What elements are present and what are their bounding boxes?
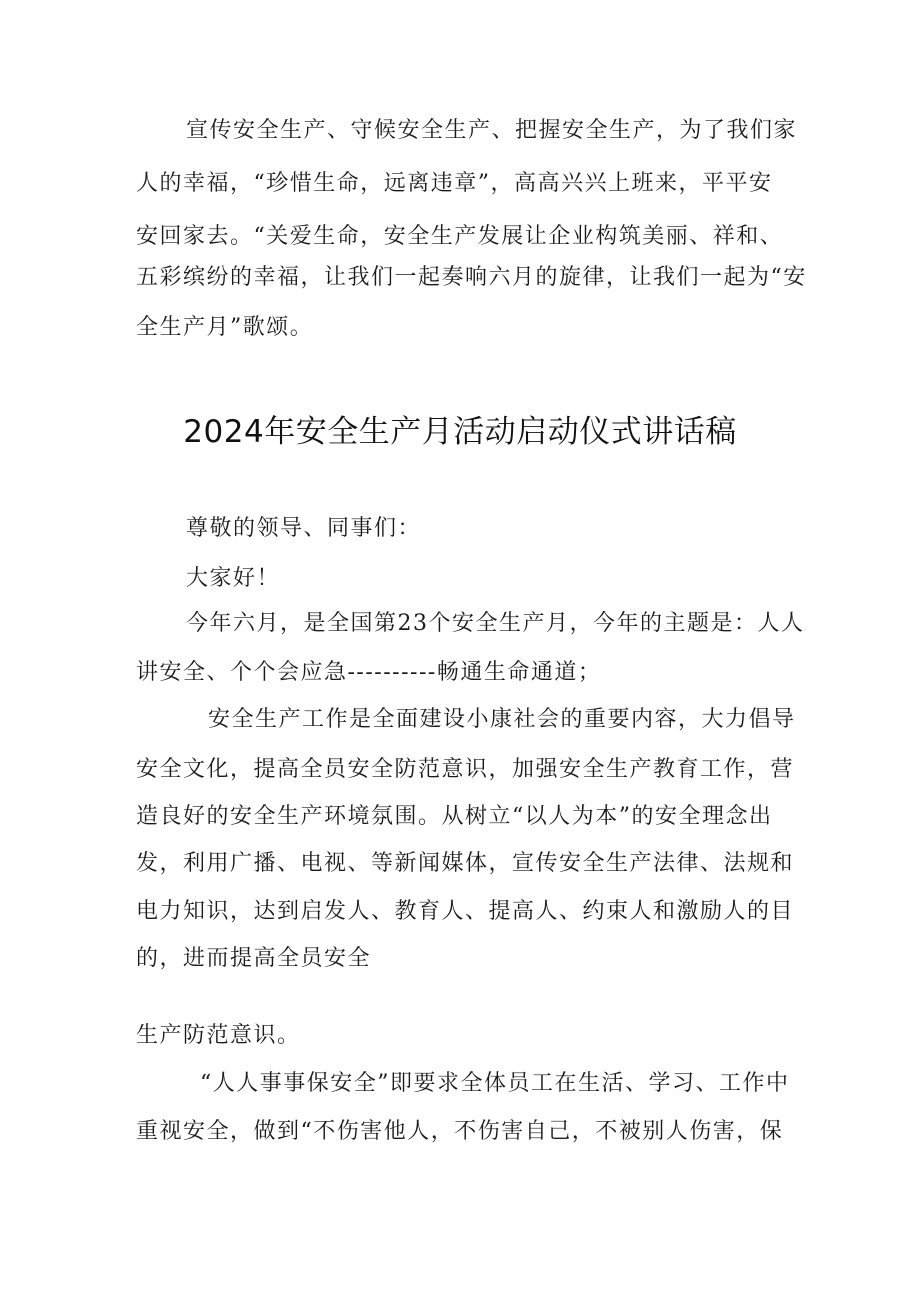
salutation: 尊敬的领导、同事们：	[186, 516, 422, 541]
intro-line: 宣传安全生产、守候安全生产、把握安全生产，为了我们家	[186, 118, 798, 143]
paragraph-line: 安全文化，提高全员安全防范意识，加强安全生产教育工作，营	[136, 757, 795, 782]
paragraph-line: 发，利用广播、电视、等新闻媒体，宣传安全生产法律、法规和	[136, 851, 795, 876]
intro-line: 五彩缤纷的幸福，让我们一起奏响六月的旋律，让我们一起为“安	[136, 265, 807, 290]
paragraph-line: 讲安全、个个会应急----------畅通生命通道；	[136, 660, 602, 685]
intro-line: 安回家去。“关爱生命，安全生产发展让企业构筑美丽、祥和、	[136, 224, 784, 249]
intro-line: 人的幸福，“珍惜生命，远离违章”，高高兴兴上班来，平平安	[136, 171, 773, 196]
paragraph-line: “人人事事保安全”即要求全体员工在生活、学习、工作中	[200, 1071, 790, 1096]
intro-line: 全生产月”歌颂。	[136, 315, 314, 340]
paragraph-line: 安全生产工作是全面建设小康社会的重要内容，大力倡导	[208, 707, 796, 732]
paragraph-line: 重视安全，做到“不伤害他人，不伤害自己，不被别人伤害，保	[136, 1119, 784, 1144]
paragraph-line: 今年六月，是全国第23个安全生产月，今年的主题是：人人	[186, 611, 805, 636]
paragraph-line: 生产防范意识。	[136, 1023, 301, 1048]
paragraph-line: 电力知识，达到启发人、教育人、提高人、约束人和激励人的目	[136, 899, 795, 924]
document-title: 2024年安全生产月活动启动仪式讲话稿	[183, 414, 737, 450]
paragraph-line: 的，进而提高全员安全	[136, 946, 372, 971]
greeting: 大家好！	[186, 566, 281, 591]
paragraph-line: 造良好的安全生产环境氛围。从树立“以人为本”的安全理念出	[136, 804, 773, 829]
